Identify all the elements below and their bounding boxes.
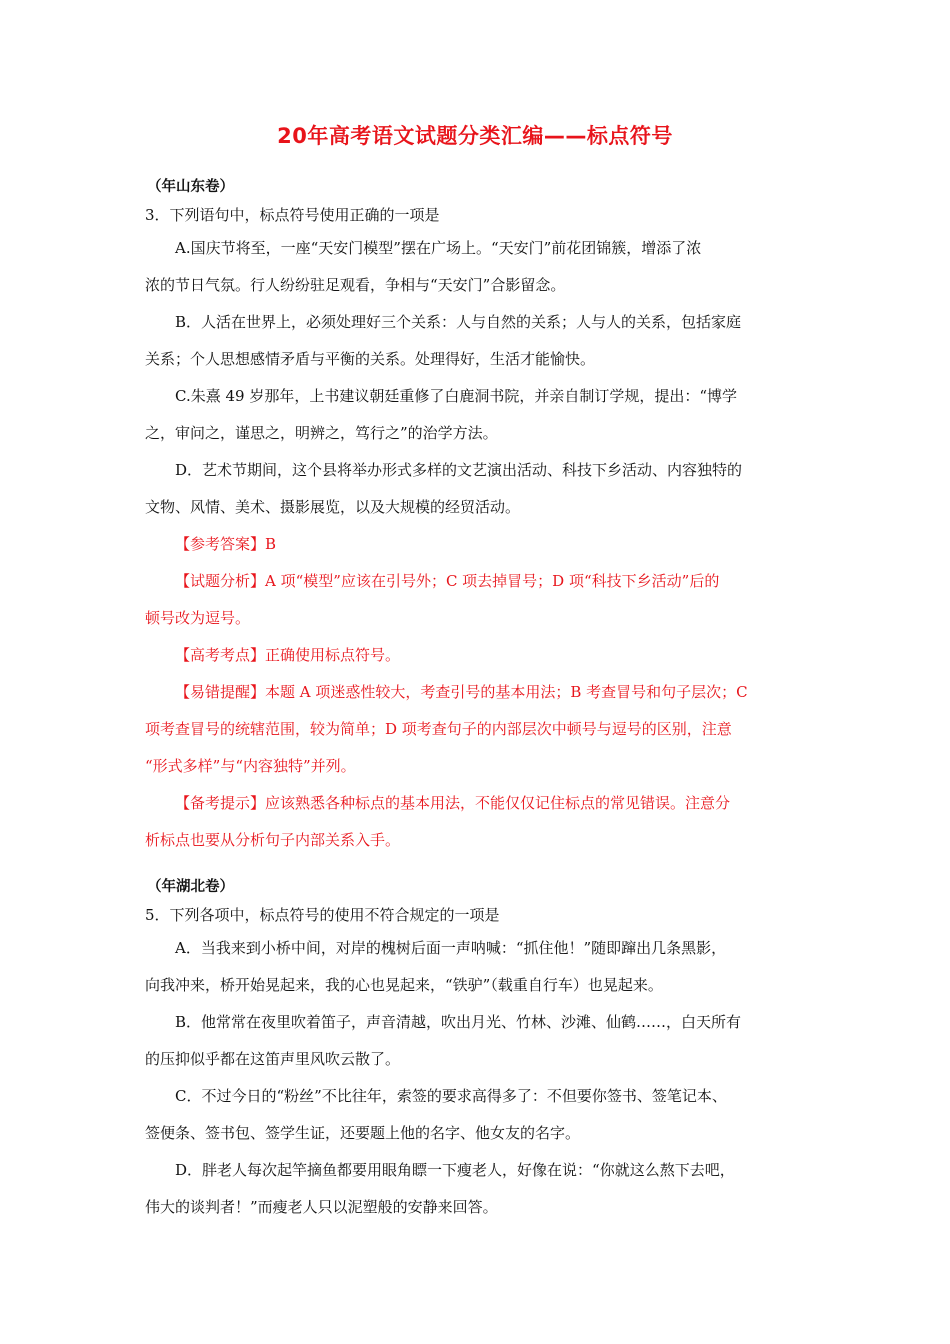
option-line: D．艺术节期间，这个县将举办形式多样的文艺演出活动、科技下乡活动、内容独特的 <box>175 461 743 479</box>
option-line: 向我冲来，桥开始晃起来，我的心也晃起来，“铁驴”（载重自行车）也晃起来。 <box>145 976 663 994</box>
option-line: 关系；个人思想感情矛盾与平衡的关系。处理得好，生活才能愉快。 <box>145 350 596 368</box>
option-line: B．人活在世界上，必须处理好三个关系：人与自然的关系；人与人的关系，包括家庭 <box>175 313 742 331</box>
option-b <box>145 1004 810 1078</box>
option-line: 文物、风情、美术、摄影展览，以及大规模的经贸活动。 <box>145 498 521 516</box>
option-d <box>145 452 810 526</box>
question-stem: 5．下列各项中，标点符号的使用不符合规定的一项是 <box>145 906 500 924</box>
option-line: B．他常常在夜里吹着笛子，声音清越，吹出月光、竹林、沙滩、仙鹤……，白天所有 <box>175 1013 742 1031</box>
option-c <box>145 1078 810 1152</box>
question-stem: 3．下列语句中，标点符号使用正确的一项是 <box>145 206 440 224</box>
option-a <box>145 230 810 304</box>
prep-tip-line: 【备考提示】应该熟悉各种标点的基本用法，不能仅仅记住标点的常见错误。注意分 <box>175 794 731 812</box>
option-line: 的压抑似乎都在这笛声里风吹云散了。 <box>145 1050 401 1068</box>
reference-answer: 【参考答案】B <box>175 535 277 553</box>
option-d <box>145 1152 810 1226</box>
option-line: 之，审问之，谨思之，明辨之，笃行之”的治学方法。 <box>145 424 498 442</box>
option-line: C.朱熹 49 岁那年，上书建议朝廷重修了白鹿洞书院，并亲自制订学规，提出：“博学 <box>175 387 738 405</box>
analysis-line: 顿号改为逗号。 <box>145 609 251 627</box>
option-line: A.国庆节将至，一座“天安门模型”摆在广场上。“天安门”前花团锦簇，增添了浓 <box>175 239 702 257</box>
error-tip-line: 项考查冒号的统辖范围，较为简单；D 项考查句子的内部层次中顿号与逗号的区别，注意 <box>145 720 732 738</box>
prep-tip-line: 析标点也要从分析句子内部关系入手。 <box>145 831 401 849</box>
exam-point: 【高考考点】正确使用标点符号。 <box>175 646 401 664</box>
option-line: C．不过今日的“粉丝”不比往年，索签的要求高得多了：不但要你签书、签笔记本、 <box>175 1087 727 1105</box>
option-line: 伟大的谈判者！”而瘦老人只以泥塑般的安静来回答。 <box>145 1198 498 1216</box>
option-a <box>145 930 810 1004</box>
error-tip <box>145 674 810 785</box>
section-label: （年湖北卷） <box>147 879 234 895</box>
section-hubei <box>145 872 810 1226</box>
page-title: 20年高考语文试题分类汇编——标点符号 <box>277 124 673 148</box>
section-shandong <box>145 172 810 859</box>
option-line: 浓的节日气氛。行人纷纷驻足观看，争相与“天安门”合影留念。 <box>145 276 566 294</box>
option-c <box>145 378 810 452</box>
option-line: 签便条、签书包、签学生证，还要题上他的名字、他女友的名字。 <box>145 1124 581 1142</box>
option-b <box>145 304 810 378</box>
error-tip-line: 【易错提醒】本题 A 项迷惑性较大，考查引号的基本用法；B 考查冒号和句子层次；C <box>175 683 748 701</box>
analysis <box>145 563 810 637</box>
option-line: A．当我来到小桥中间，对岸的槐树后面一声呐喊：“抓住他！”随即蹿出几条黑影， <box>175 939 727 957</box>
analysis-line: 【试题分析】A 项“模型”应该在引号外；C 项去掉冒号；D 项“科技下乡活动”后的 <box>175 572 720 590</box>
error-tip-line: “形式多样”与“内容独特”并列。 <box>145 757 356 775</box>
prep-tip <box>145 785 810 859</box>
section-label: （年山东卷） <box>147 179 234 195</box>
option-line: D．胖老人每次起竿摘鱼都要用眼角瞟一下瘦老人，好像在说：“你就这么熬下去吧， <box>175 1161 735 1179</box>
